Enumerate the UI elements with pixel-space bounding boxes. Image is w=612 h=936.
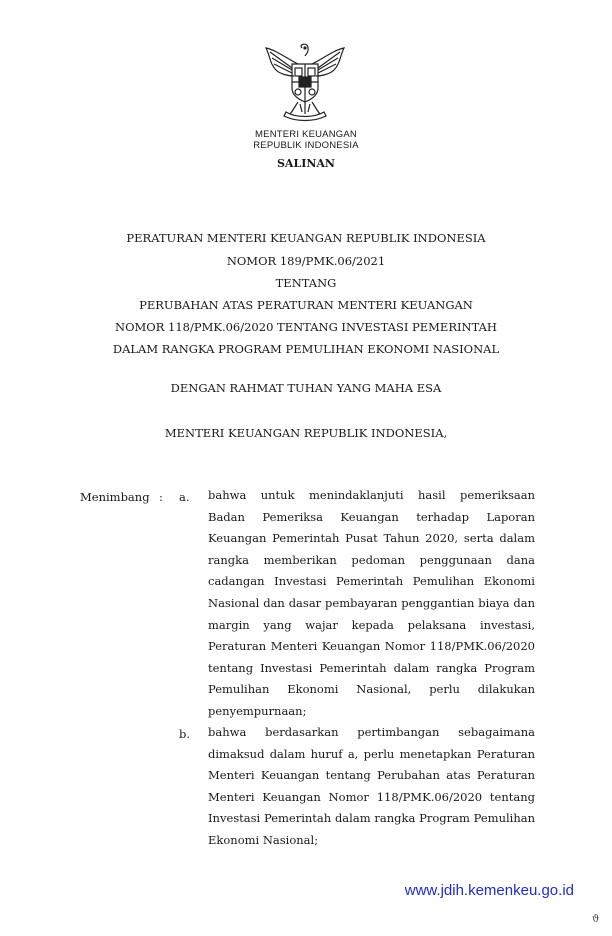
item-a-line: margin yang wajar kepada pelaksana investasi,	[208, 617, 535, 632]
item-b-line: Investasi Pemerintah dalam rangka Program Pemulihan	[208, 811, 535, 826]
item-b-text	[208, 722, 535, 852]
item-a-marker: a.	[179, 490, 190, 504]
item-a-line: bahwa untuk menindaklanjuti hasil pemeriksaan	[208, 488, 535, 502]
regulation-about: TENTANG	[275, 276, 337, 290]
item-a-line: Badan Pemeriksa Keuangan terhadap Laporan	[208, 509, 535, 524]
item-a-line: penyempurnaan;	[208, 703, 307, 718]
item-a-line: Nasional dan dasar pembayaran penggantian biaya dan	[208, 595, 535, 610]
item-b-line: Menteri Keuangan tentang Perubahan atas Peraturan	[208, 768, 535, 783]
invocation: DENGAN RAHMAT TUHAN YANG MAHA ESA	[170, 381, 442, 395]
item-b-line: bahwa berdasarkan pertimbangan sebagaimana	[208, 725, 535, 739]
garuda-emblem-icon	[262, 42, 348, 124]
regulation-title: PERATURAN MENTERI KEUANGAN REPUBLIK INDONESIA	[126, 231, 486, 245]
item-b-line: Menteri Keuangan Nomor 118/PMK.06/2020 tentang	[208, 789, 535, 804]
regulation-subject-3: DALAM RANGKA PROGRAM PEMULIHAN EKONOMI NASIONAL	[112, 342, 500, 356]
copy-label: SALINAN	[276, 157, 335, 170]
institution-line-2: REPUBLIK INDONESIA	[253, 140, 359, 151]
institution-line-1: MENTERI KEUANGAN	[255, 129, 357, 140]
item-b-line: Ekonomi Nasional;	[208, 832, 319, 847]
item-a-line: Peraturan Menteri Keuangan Nomor 118/PMK.06/2020	[208, 639, 535, 654]
regulation-number: NOMOR 189/PMK.06/2021	[226, 254, 386, 268]
considering-colon: :	[159, 490, 163, 504]
item-a-text	[208, 485, 535, 723]
authority: MENTERI KEUANGAN REPUBLIK INDONESIA,	[164, 426, 448, 440]
item-a-line: cadangan Investasi Pemerintah Pemulihan Ekonomi	[208, 574, 535, 589]
jdih-website-link[interactable]: www.jdih.kemenkeu.go.id	[404, 882, 574, 899]
item-a-line: tentang Investasi Pemerintah dalam rangka Program	[208, 660, 535, 675]
considering-label: Menimbang	[80, 490, 150, 504]
item-b-marker: b.	[179, 727, 191, 741]
item-a-line: Keuangan Pemerintah Pusat Tahun 2020, serta dalam	[208, 531, 535, 546]
item-b-line: dimaksud dalam huruf a, perlu menetapkan Peraturan	[208, 746, 535, 761]
regulation-subject-2: NOMOR 118/PMK.06/2020 TENTANG INVESTASI PEMERINTAH	[115, 320, 497, 334]
item-a-line: Pemulihan Ekonomi Nasional, perlu dilakukan	[208, 682, 535, 697]
regulation-subject-1: PERUBAHAN ATAS PERATURAN MENTERI KEUANGAN	[139, 298, 473, 312]
item-a-line: rangka memberikan pedoman penggunaan dana	[208, 552, 535, 567]
page-mark: ϑ	[592, 914, 600, 925]
